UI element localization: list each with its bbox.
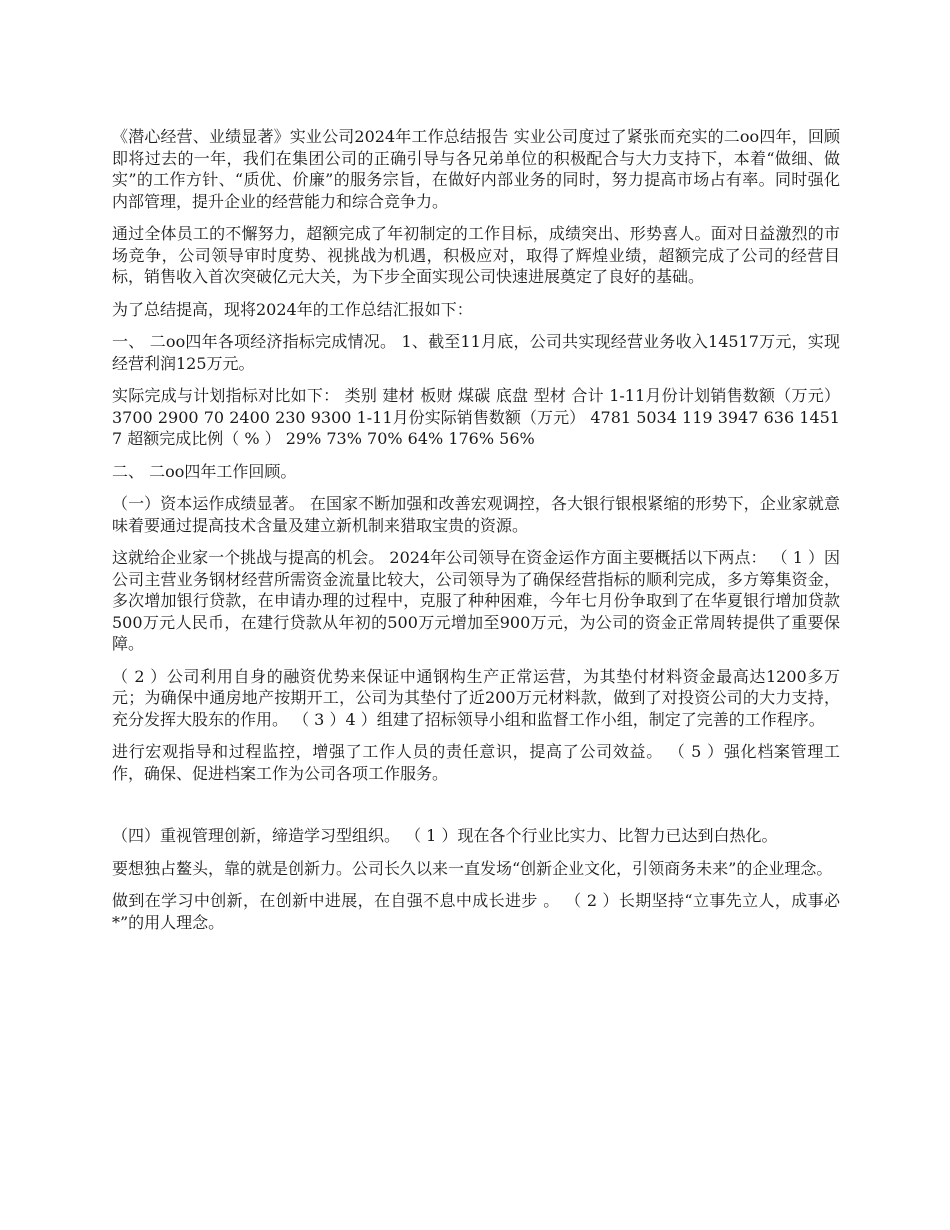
paragraph-archives: 进行宏观指导和过程监控，增强了工作人员的责任意识，提高了公司效益。 （ 5 ）强化档案管理工作，确保、促进档案工作为公司各项工作服务。 <box>112 742 840 783</box>
subsection-capital: （一）资本运作成绩显著。 在国家不断加强和改善宏观调控，各大银行银根紧缩的形势下，企业家就意味着要通过提高技术含量及建立新机制来猎取宝贵的资源。 <box>112 494 840 535</box>
paragraph-2: 通过全体员工的不懈努力，超额完成了年初制定的工作目标，成绩突出、形势喜人。面对日益激烈的市场竞争，公司领导审时度势、视挑战为机遇，积极应对，取得了辉煌业绩，超额完成了公司的经营目标，销售收入首次突破亿元大关，为下步全面实现公司快速进展奠定了良好的基础。 <box>112 224 840 286</box>
section-gap <box>112 795 840 825</box>
paragraph-innovation: 要想独占鳌头，靠的就是创新力。公司长久以来一直发场“创新企业文化，引领商务未来”的企业理念。 <box>112 858 833 878</box>
document-body <box>112 126 840 944</box>
paragraph-1: 《潜心经营、业绩显著》实业公司2024年工作总结报告 实业公司度过了紧张而充实的二oo四年，回顾即将过去的一年，我们在集团公司的正确引导与各兄弟单位的积极配合与大力支持下，本着“做细、做实”的工作方针、“质优、价廉”的服务宗旨，在做好内部业务的同时，努力提高市场占有率。同时强化内部管理，提升企业的经营能力和综合竞争力。 <box>112 127 840 211</box>
comparison-table-text: 实际完成与计划指标对比如下： 类别 建材 板财 煤碳 底盘 型材 合计 1-11月份计划销售数额（万元） 3700 2900 70 2400 230 9300 1-11月份实际销售数额（万元） 4781 5034 119 3947 636 14517 超额完成比例（ % ） 29% 73% 70% 64% 176% 56% <box>112 386 840 448</box>
section-heading-1: 一、 二oo四年各项经济指标完成情况。 1、截至11月底，公司共实现经营业务收入14517万元，实现经营利润125万元。 <box>112 332 840 373</box>
paragraph-capital-detail: 这就给企业家一个挑战与提高的机会。 2024年公司领导在资金运作方面主要概括以下两点： （ 1 ）因公司主营业务钢材经营所需资金流量比较大，公司领导为了确保经营指标的顺利完成，多方筹集资金，多次增加银行贷款，在申请办理的过程中，克服了种种困难，今年七月份争取到了在华夏银行增加贷款500万元人民币，在建行贷款从年初的500万元增加至900万元，为公司的资金正常周转提供了重要保障。 <box>112 548 840 653</box>
paragraph-talent: 做到在学习中创新，在创新中进展，在自强不息中成长进步 。 （ 2 ）长期坚持“立事先立人，成事必*”的用人理念。 <box>112 891 840 932</box>
subsection-innovation: （四）重视管理创新，缔造学习型组织。 （ 1 ）现在各个行业比实力、比智力已达到白热化。 <box>112 826 778 845</box>
paragraph-3: 为了总结提高，现将2024年的工作总结汇报如下： <box>112 299 473 319</box>
section-heading-2: 二、 二oo四年工作回顾。 <box>112 461 297 481</box>
paragraph-financing: （ 2 ）公司利用自身的融资优势来保证中通钢构生产正常运营，为其垫付材料资金最高达1200多万元；为确保中通房地产按期开工，公司为其垫付了近200万元材料款，做到了对投资公司的大力支持，充分发挥大股东的作用。 （ 3 ）4 ）组建了招标领导小组和监督工作小组，制定了完善的工作程序。 <box>112 666 840 729</box>
